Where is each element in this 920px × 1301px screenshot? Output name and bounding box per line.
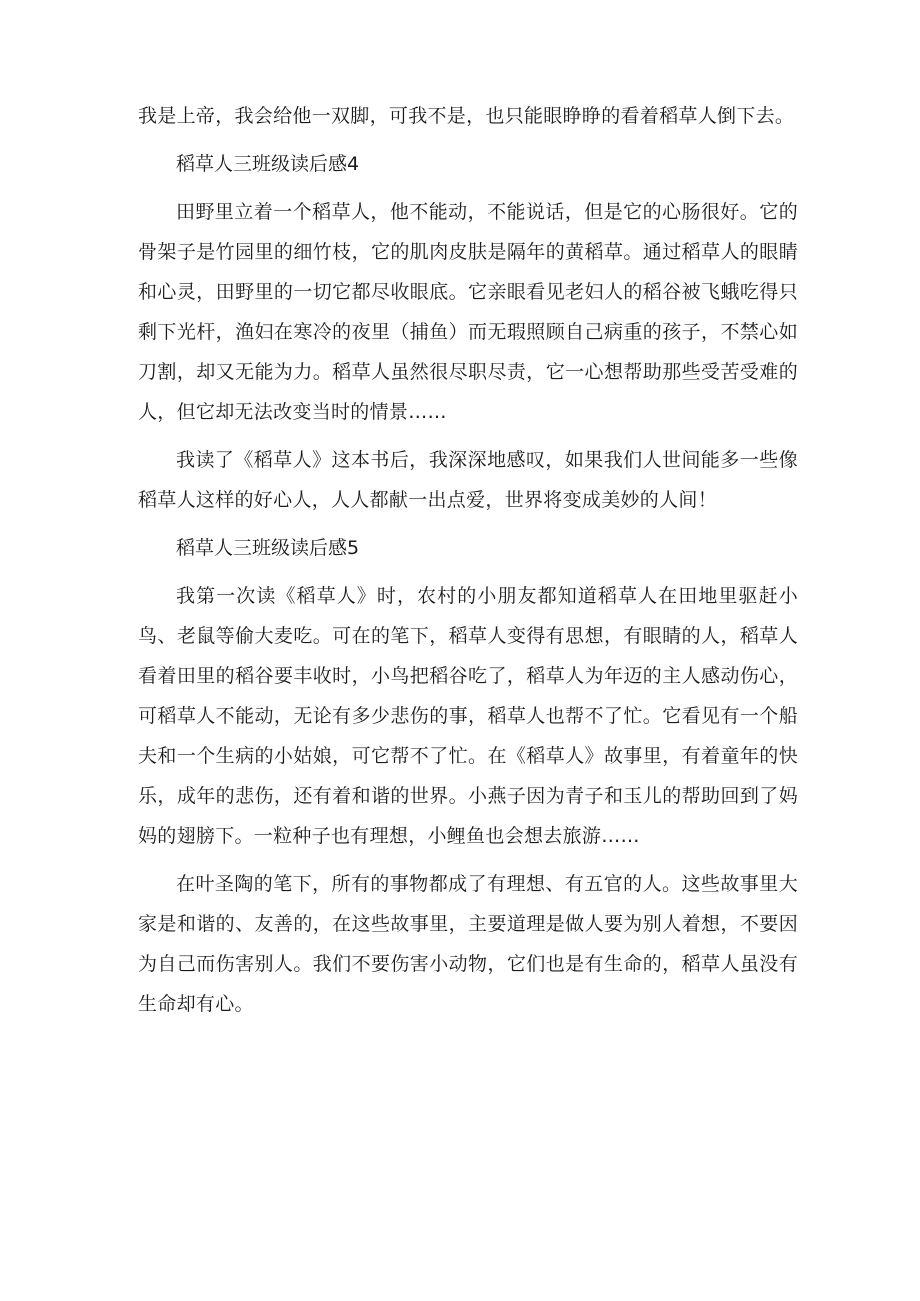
section-heading: 稻草人三班级读后感4 xyxy=(176,153,360,175)
paragraph: 我是上帝，我会给他一双脚，可我不是，也只能眼睁睁的看着稻草人倒下去。 xyxy=(138,105,795,127)
paragraph: 田野里立着一个稻草人，他不能动，不能说话，但是它的心肠很好。它的骨架子是竹园里的细竹枝，它的肌肉皮肤是隔年的黄稻草。通过稻草人的眼睛和心灵，田野里的一切它都尽收眼底。它亲眼看见老妇人的稻谷被飞蛾吃得只剩下光杆，渔妇在寒冷的夜里（捕鱼）而无瑕照顾自己病重的孩子，不禁心如刀割，却又无能为力。稻草人虽然很尽职尽责，它一心想帮助那些受苦受难的人，但它却无法改变当时的情景…… xyxy=(138,201,798,423)
document-body xyxy=(138,96,798,1032)
section-heading: 稻草人三班级读后感5 xyxy=(176,537,360,559)
paragraph: 我第一次读《稻草人》时，农村的小朋友都知道稻草人在田地里驱赶小鸟、老鼠等偷大麦吃。可在的笔下，稻草人变得有思想，有眼睛的人，稻草人看着田里的稻谷要丰收时，小鸟把稻谷吃了，稻草人为年迈的主人感动伤心，可稻草人不能动，无论有多少悲伤的事，稻草人也帮不了忙。它看见有一个船夫和一个生病的小姑娘，可它帮不了忙。在《稻草人》故事里，有着童年的快乐，成年的悲伤，还有着和谐的世界。小燕子因为青子和玉儿的帮助回到了妈妈的翅膀下。一粒种子也有理想，小鲤鱼也会想去旅游…… xyxy=(138,585,798,847)
paragraph: 我读了《稻草人》这本书后，我深深地感叹，如果我们人世间能多一些像稻草人这样的好心人，人人都献一出点爱，世界将变成美妙的人间！ xyxy=(138,449,798,511)
paragraph: 在叶圣陶的笔下，所有的事物都成了有理想、有五官的人。这些故事里大家是和谐的、友善的，在这些故事里，主要道理是做人要为别人着想，不要因为自己而伤害别人。我们不要伤害小动物，它们也是有生命的，稻草人虽没有生命却有心。 xyxy=(138,873,798,1015)
